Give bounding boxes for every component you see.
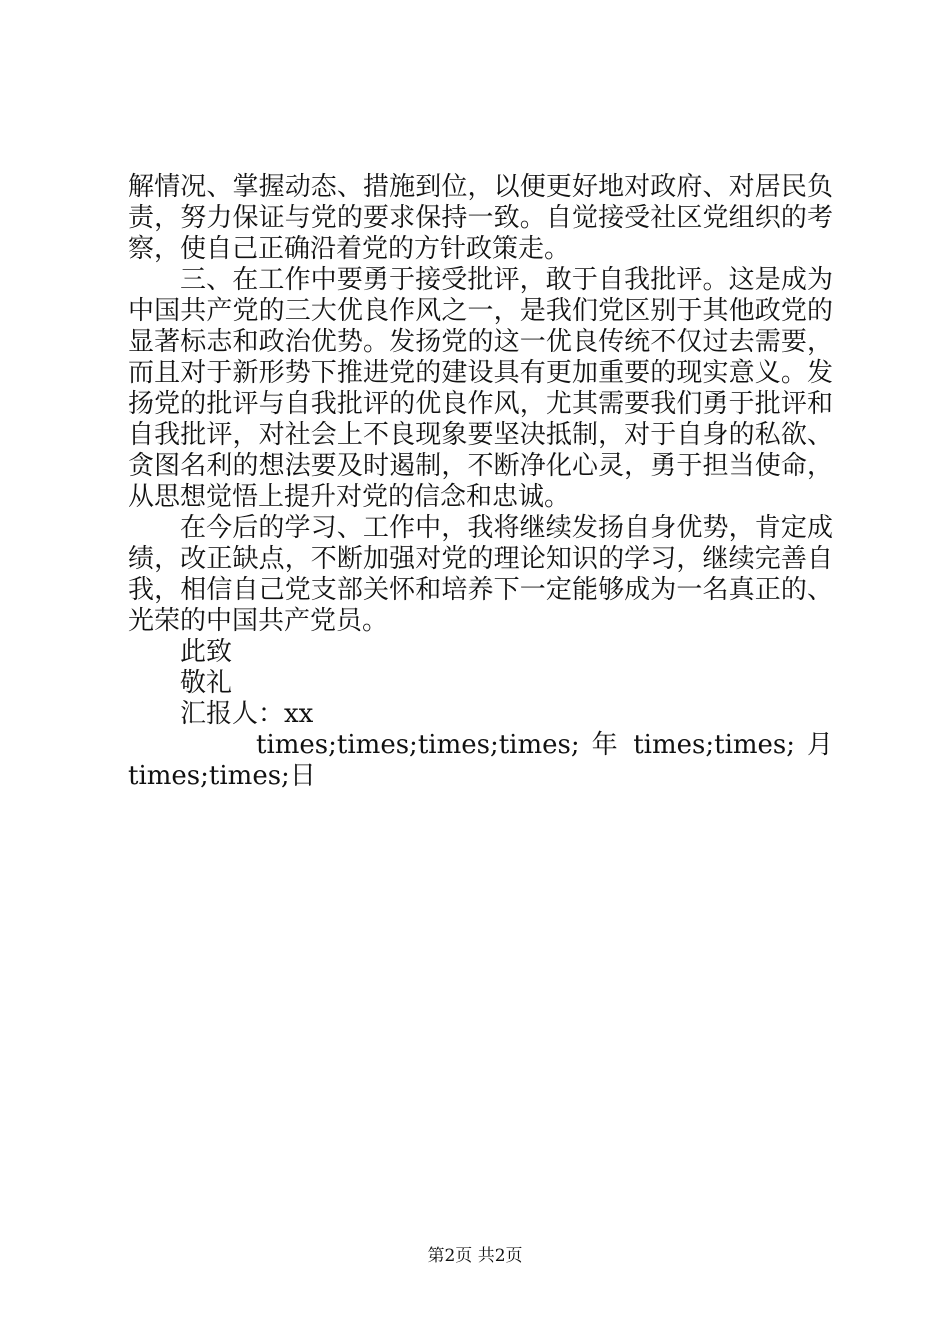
document-body bbox=[128, 172, 833, 792]
paragraph-line: 自我批评，对社会上不良现象要坚决抵制，对于自身的私欲、 bbox=[128, 420, 833, 450]
paragraph-line: 责，努力保证与党的要求保持一致。自觉接受社区党组织的考 bbox=[128, 203, 833, 233]
closing-line: 敬礼 bbox=[180, 668, 233, 698]
paragraph-line: 显著标志和政治优势。发扬党的这一优良传统不仅过去需要， bbox=[128, 327, 833, 357]
paragraph-line: 三、在工作中要勇于接受批评，敢于自我批评。这是成为 bbox=[180, 265, 833, 295]
paragraph-line: 解情况、掌握动态、措施到位，以便更好地对政府、对居民负 bbox=[128, 172, 833, 202]
paragraph-line: 贪图名利的想法要及时遏制，不断净化心灵，勇于担当使命， bbox=[128, 451, 833, 481]
date-line: times;times;日 bbox=[128, 761, 316, 791]
paragraph-line: 扬党的批评与自我批评的优良作风，尤其需要我们勇于批评和 bbox=[128, 389, 833, 419]
reporter-line: 汇报人：xx bbox=[180, 699, 314, 729]
date-line: times;times;times;times; 年 times;times; 月 bbox=[256, 730, 833, 760]
paragraph-line: 我，相信自己党支部关怀和培养下一定能够成为一名真正的、 bbox=[128, 575, 833, 605]
paragraph-line: 中国共产党的三大优良作风之一，是我们党区别于其他政党的 bbox=[128, 296, 833, 326]
page-number-footer: 第2页 共2页 bbox=[427, 1246, 523, 1266]
paragraph-line: 察，使自己正确沿着党的方针政策走。 bbox=[128, 234, 571, 264]
paragraph-line: 光荣的中国共产党员。 bbox=[128, 606, 389, 636]
paragraph-line: 绩，改正缺点，不断加强对党的理论知识的学习，继续完善自 bbox=[128, 544, 833, 574]
salutation-line: 此致 bbox=[180, 637, 233, 667]
paragraph-line: 而且对于新形势下推进党的建设具有更加重要的现实意义。发 bbox=[128, 358, 833, 388]
paragraph-line: 从思想觉悟上提升对党的信念和忠诚。 bbox=[128, 482, 571, 512]
paragraph-line: 在今后的学习、工作中，我将继续发扬自身优势，肯定成 bbox=[180, 513, 833, 543]
